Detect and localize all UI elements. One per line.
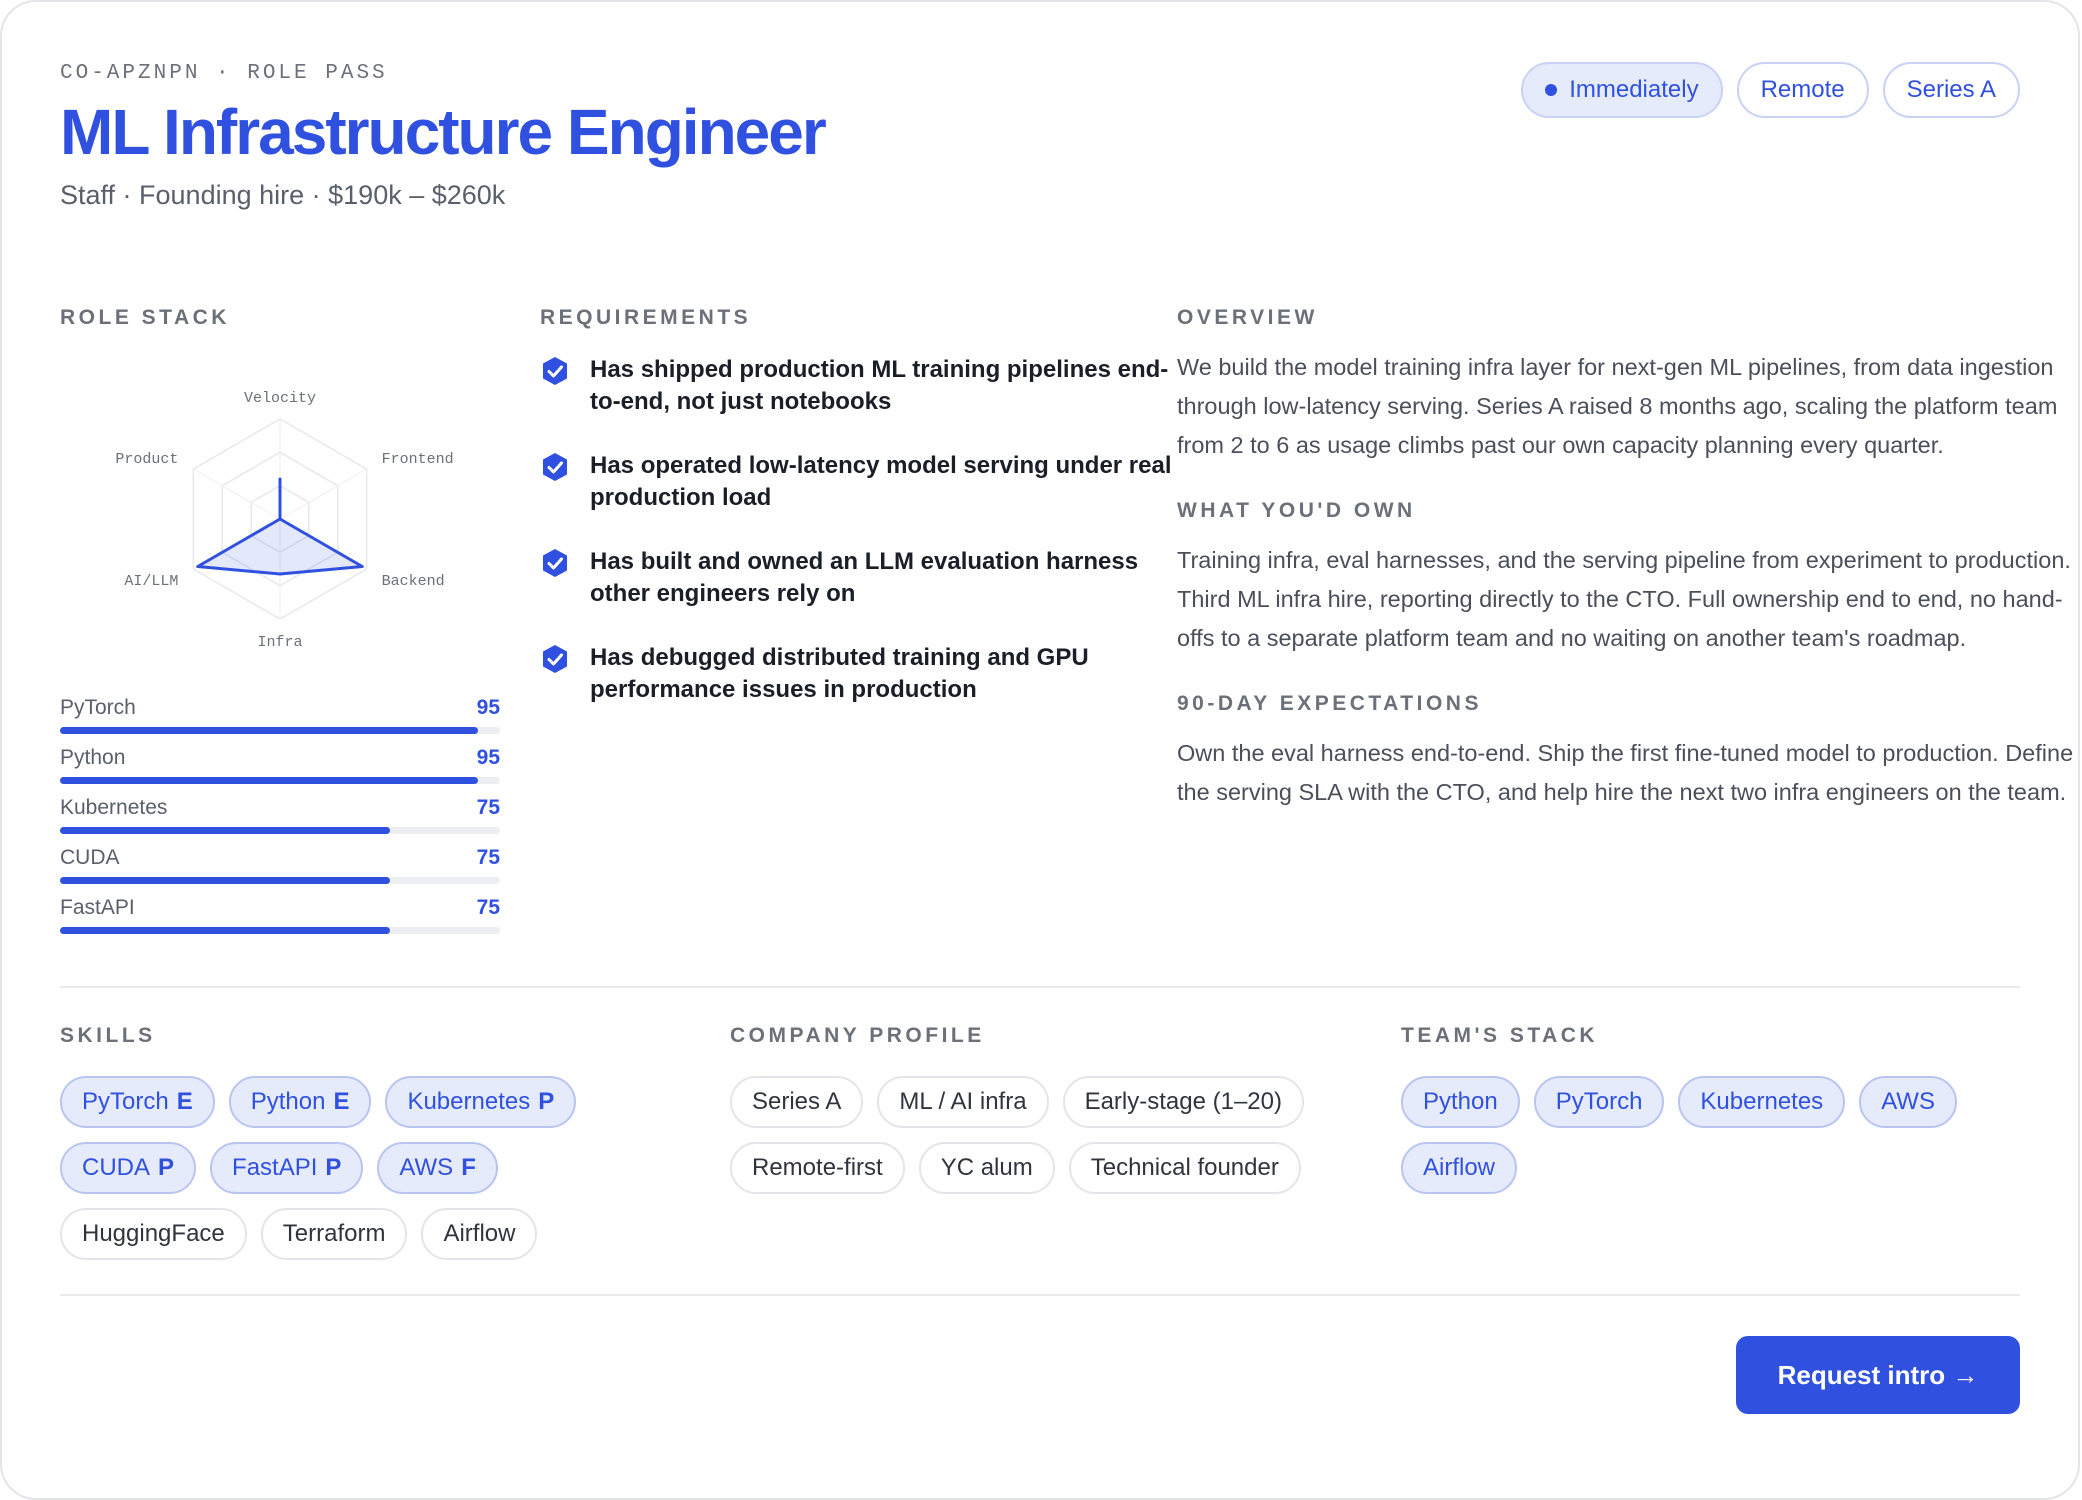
- chip-label: Early-stage (1–20): [1084, 1088, 1282, 1115]
- role-id-eyebrow: CO-APZNPN · ROLE PASS: [60, 62, 388, 85]
- requirement-text: Has debugged distributed training and GPU performance issues in production: [590, 644, 1089, 703]
- chip-label: Technical founder: [1090, 1154, 1279, 1181]
- chip-label: HuggingFace: [82, 1220, 225, 1247]
- page-title: ML Infrastructure Engineer: [60, 96, 825, 168]
- skill-bar-name: CUDA: [60, 846, 120, 869]
- skills-chip: [385, 1076, 576, 1128]
- requirement-item: [540, 450, 1190, 514]
- team-chip: [1859, 1076, 1957, 1128]
- radar-axis-label: Product: [115, 451, 179, 468]
- skills-label: SKILLS: [60, 1024, 156, 1047]
- chip-level: P: [325, 1154, 342, 1181]
- radar-axis-label: AI/LLM: [124, 573, 179, 590]
- skill-bar-track: [60, 827, 500, 834]
- chip-label: AWS: [399, 1154, 454, 1181]
- chip-label: ML / AI infra: [899, 1088, 1027, 1115]
- skill-bar-value: 75: [476, 896, 500, 919]
- chip-label: Python: [250, 1088, 326, 1115]
- chip-label: Airflow: [443, 1220, 516, 1247]
- radar-axis-label: Backend: [381, 573, 445, 590]
- skills-chip: [261, 1208, 408, 1260]
- skill-bar-track: [60, 877, 500, 884]
- skill-bar-fill: [60, 877, 390, 884]
- chip-label: PyTorch: [82, 1088, 169, 1115]
- expectations-label: 90-DAY EXPECTATIONS: [1177, 692, 1482, 715]
- role-stack-label: ROLE STACK: [60, 306, 230, 329]
- skills-chip: [229, 1076, 372, 1128]
- company-chip: [1063, 1076, 1304, 1128]
- radar-axis-label: Infra: [257, 634, 303, 651]
- overview-section: [1177, 306, 2082, 812]
- skill-bar-row: [60, 746, 500, 796]
- requirement-item: [540, 546, 1190, 610]
- chip-label: Terraform: [282, 1220, 386, 1247]
- what-youd-own-text: Training infra, eval harnesses, and the serving pipeline from experiment to production. Third ML infra hire, reporting directly to the CTO. Full ownership end to end, no hand-offs to a separate platform team and no waiting on another team's roadmap.: [1177, 547, 2071, 651]
- chip-label: Python: [1423, 1088, 1498, 1115]
- skills-chip: [210, 1142, 363, 1194]
- skill-bar-value: 95: [476, 746, 500, 769]
- requirements-section: [540, 306, 1190, 738]
- team-chip: [1401, 1076, 1520, 1128]
- skills-chip: [421, 1208, 537, 1260]
- skill-bar-value: 75: [476, 796, 500, 819]
- availability-badge: [1521, 62, 1722, 118]
- chip-label: CUDA: [82, 1154, 151, 1181]
- radar-axis-label: Velocity: [243, 390, 317, 407]
- skill-bar-name: Kubernetes: [60, 796, 168, 819]
- team-chip: [1401, 1142, 1517, 1194]
- chip-level: P: [158, 1154, 175, 1181]
- skill-bar-value: 75: [476, 846, 500, 869]
- skills-chips: [60, 1076, 620, 1260]
- skill-bar-row: [60, 846, 500, 896]
- company-profile-chips: [730, 1076, 1350, 1194]
- skill-bar-fill: [60, 827, 390, 834]
- header: [60, 62, 2020, 242]
- company-chip: [877, 1076, 1048, 1128]
- skills-chip: [60, 1076, 215, 1128]
- skill-bar-name: FastAPI: [60, 896, 135, 919]
- verified-check-icon: [540, 644, 570, 674]
- requirement-item: [540, 642, 1190, 706]
- chip-label: Remote-first: [752, 1154, 883, 1181]
- location-badge-label: Remote: [1760, 76, 1845, 103]
- chip-label: FastAPI: [232, 1154, 318, 1181]
- header-badges: [1521, 62, 2020, 118]
- chip-label: PyTorch: [1555, 1088, 1643, 1115]
- status-dot-icon: [1545, 84, 1557, 96]
- skill-bar-row: [60, 896, 500, 946]
- verified-check-icon: [540, 452, 570, 482]
- expectations-text: Own the eval harness end-to-end. Ship the first fine-tuned model to production. Define the serving SLA with the CTO, and help hire the next two infra engineers on the team.: [1177, 740, 2074, 805]
- chip-label: YC alum: [940, 1154, 1033, 1181]
- skill-bar-value: 95: [476, 696, 500, 719]
- chip-label: Kubernetes: [1700, 1088, 1824, 1115]
- chip-level: E: [176, 1088, 193, 1115]
- chip-level: F: [461, 1154, 476, 1181]
- requirement-text: Has built and owned an LLM evaluation harness other engineers rely on: [590, 548, 1139, 607]
- skill-bar-name: PyTorch: [60, 696, 136, 719]
- team-chip: [1534, 1076, 1665, 1128]
- requirements-list: [540, 354, 1190, 706]
- location-badge: [1737, 62, 1869, 118]
- chip-label: Series A: [752, 1088, 842, 1115]
- skill-bar-fill: [60, 777, 478, 784]
- skill-bar-track: [60, 777, 500, 784]
- radar-chart: [60, 342, 500, 651]
- company-chip: [730, 1142, 905, 1194]
- team-stack-chips: [1401, 1076, 2001, 1194]
- request-intro-button[interactable]: Request intro →: [1736, 1336, 2020, 1414]
- radar-axis-label: Frontend: [381, 451, 454, 468]
- overview-label: OVERVIEW: [1177, 306, 1318, 329]
- stage-badge: [1883, 62, 2020, 118]
- skills-chip: [377, 1142, 497, 1194]
- skills-chip: [60, 1142, 196, 1194]
- skill-bar-row: [60, 796, 500, 846]
- company-chip: [730, 1076, 863, 1128]
- role-subtitle: Staff · Founding hire · $190k – $260k: [60, 180, 506, 211]
- chip-label: Airflow: [1423, 1154, 1496, 1181]
- skill-bars: [60, 696, 500, 946]
- skill-bar-fill: [60, 927, 390, 934]
- skill-bar-track: [60, 727, 500, 734]
- skill-bar-name: Python: [60, 746, 126, 769]
- company-chip: [1069, 1142, 1301, 1194]
- chip-level: E: [333, 1088, 350, 1115]
- requirement-text: Has operated low-latency model serving under real production load: [590, 452, 1172, 511]
- requirement-text: Has shipped production ML training pipelines end-to-end, not just notebooks: [590, 356, 1169, 415]
- team-chip: [1678, 1076, 1845, 1128]
- team-stack-section: [1401, 1024, 2001, 1194]
- company-profile-label: COMPANY PROFILE: [730, 1024, 985, 1047]
- chip-label: AWS: [1881, 1088, 1935, 1115]
- chip-label: Kubernetes: [407, 1088, 531, 1115]
- verified-check-icon: [540, 356, 570, 386]
- card-content: [60, 2, 2074, 1498]
- what-youd-own-label: WHAT YOU'D OWN: [1177, 499, 1416, 522]
- requirements-label: REQUIREMENTS: [540, 306, 752, 329]
- stage-badge-label: Series A: [1906, 76, 1996, 103]
- team-stack-label: TEAM'S STACK: [1401, 1024, 1599, 1047]
- chip-level: P: [538, 1088, 555, 1115]
- company-profile-section: [730, 1024, 1350, 1194]
- skill-bar-fill: [60, 727, 478, 734]
- skill-bar-row: [60, 696, 500, 746]
- divider-bottom: [60, 1294, 2020, 1296]
- requirement-item: [540, 354, 1190, 418]
- divider-top: [60, 986, 2020, 988]
- role-stack-radar: [60, 342, 500, 651]
- company-chip: [919, 1142, 1055, 1194]
- skills-chip: [60, 1208, 247, 1260]
- verified-check-icon: [540, 548, 570, 578]
- skill-bar-track: [60, 927, 500, 934]
- skills-section: [60, 1024, 620, 1260]
- availability-badge-label: Immediately: [1569, 76, 1699, 103]
- role-stack-section: [60, 306, 500, 919]
- overview-text: We build the model training infra layer for next-gen ML pipelines, from data ingestion through low-latency serving. Series A raised 8 months ago, scaling the platform team from 2 to 6 as usage climbs past our own capacity planning every quarter.: [1177, 354, 2058, 458]
